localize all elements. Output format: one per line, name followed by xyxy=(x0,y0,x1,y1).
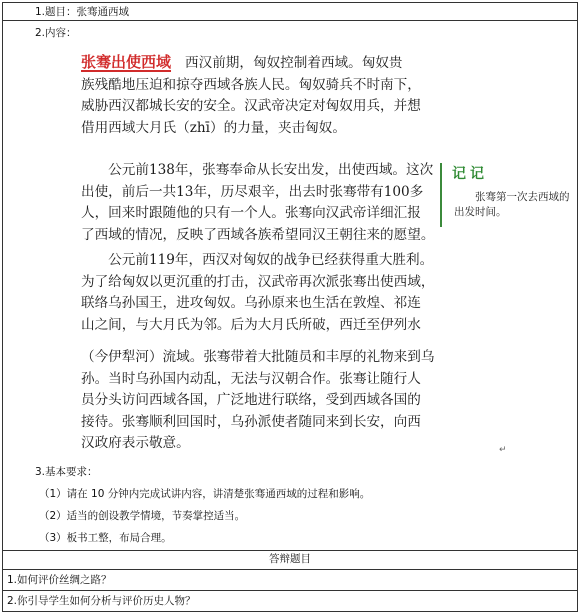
exam-sheet xyxy=(2,2,578,612)
defense-heading: 答辩题目 xyxy=(269,553,311,565)
margin-memo xyxy=(440,163,579,227)
passage-line: 了西域的情况，反映了西域各族希望同汉王朝往来的愿望。 xyxy=(81,226,435,243)
requirements-heading: 3.基本要求： xyxy=(35,466,98,478)
passage-line: 西汉前期，匈奴控制着西域。匈奴贵 xyxy=(185,55,403,71)
textbook-passage xyxy=(81,52,441,462)
memo-title: 记记 xyxy=(452,166,488,182)
paragraph-1 xyxy=(81,52,421,139)
passage-line: 公元前138年，张骞奉命从长安出发，出使西域。这次 xyxy=(108,162,434,178)
passage-line: （今伊犁河）流域。张骞带着大批随员和丰厚的礼物来到乌 xyxy=(81,349,435,365)
passage-line: 孙。当时乌孙国内动乱，无法与汉朝合作。张骞让随行人 xyxy=(81,370,421,387)
requirement-item: （3）板书工整，布局合理。 xyxy=(39,532,172,544)
row-divider xyxy=(3,590,577,591)
defense-question: 1.如何评价丝绸之路？ xyxy=(7,574,112,586)
row-divider xyxy=(3,569,577,570)
passage-line: 人，回来时跟随他的只有一个人。张骞向汉武帝详细汇报 xyxy=(81,205,421,221)
passage-line: 山之间，与大月氏为邻。后为大月氏所破，西迁至伊列水 xyxy=(81,316,421,333)
row-divider xyxy=(3,550,577,551)
section-title: 张骞出使西域 xyxy=(81,53,172,71)
passage-line: 汉政府表示敬意。 xyxy=(81,435,190,451)
row-divider xyxy=(3,20,577,21)
topic-line: 1.题目：张骞通西域 xyxy=(35,6,130,18)
passage-line: 借用西域大月氏（zhī）的力量，夹击匈奴。 xyxy=(81,119,346,136)
requirement-item: （1）请在 10 分钟内完成试讲内容，讲清楚张骞通西域的过程和影响。 xyxy=(39,488,371,500)
memo-text: 张骞第一次去西域的出发时间。 xyxy=(454,191,570,218)
passage-line: 接待。张骞顺利回国时，乌孙派使者随同来到长安，向西 xyxy=(81,413,421,430)
defense-question: 2.你引导学生如何分析与评价历史人物？ xyxy=(7,595,196,607)
passage-line: 公元前119年，西汉对匈奴的战争已经获得重大胜利。 xyxy=(108,252,434,268)
paragraph-2 xyxy=(81,160,434,246)
passage-line: 员分头访问西域各国，广泛地进行联络，受到西域各国的 xyxy=(81,392,421,408)
passage-line: 联络乌孙国王，进攻匈奴。乌孙原来也生活在敦煌、祁连 xyxy=(81,295,421,311)
return-arrow-icon: ↵ xyxy=(499,445,507,455)
content-label: 2.内容： xyxy=(35,27,77,39)
paragraph-4 xyxy=(81,347,434,455)
paragraph-3 xyxy=(81,250,434,336)
passage-line: 族残酷地压迫和掠夺西域各族人民。匈奴骑兵不时南下， xyxy=(81,76,421,93)
passage-line: 出使，前后一共13年，历尽艰辛，出去时张骞带有100多 xyxy=(81,183,424,200)
passage-line: 为了给匈奴以更沉重的打击，汉武帝再次派张骞出使西域， xyxy=(81,273,435,290)
requirement-item: （2）适当的创设教学情境，节奏掌控适当。 xyxy=(39,510,246,522)
passage-line: 威胁西汉都城长安的安全。汉武帝决定对匈奴用兵，并想 xyxy=(81,98,421,114)
